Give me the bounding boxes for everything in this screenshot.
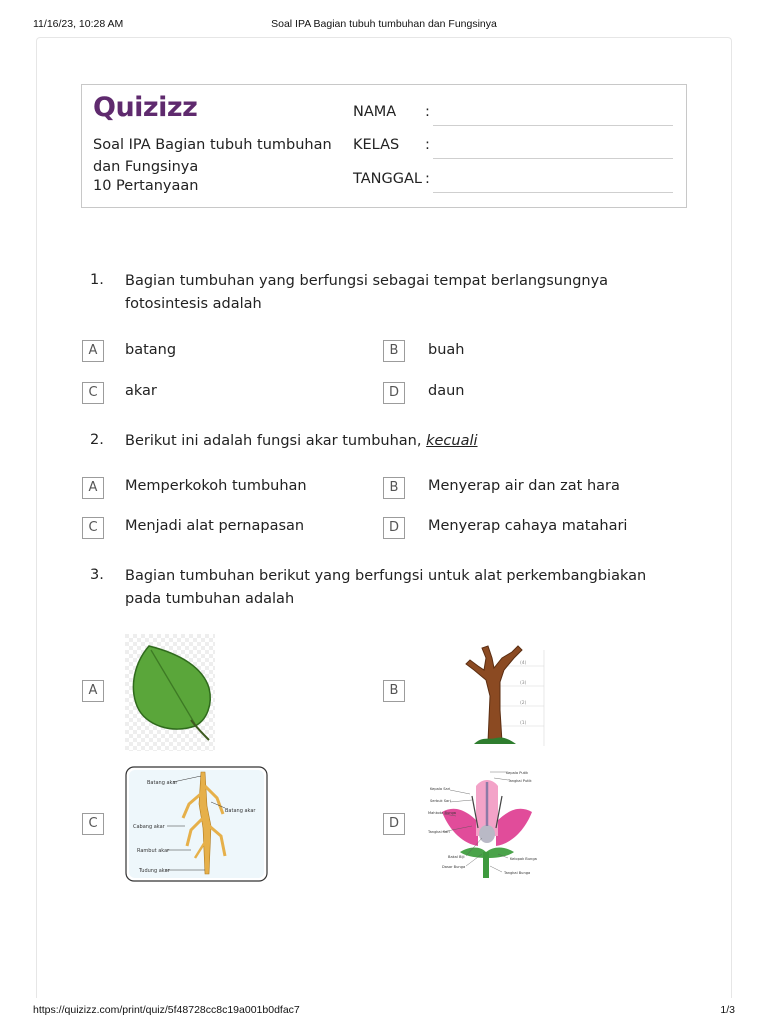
- q2-option-a-text[interactable]: Memperkokoh tumbuhan: [125, 478, 307, 494]
- flower-label-tangkai-bunga: Tangkai Bunga: [504, 871, 531, 875]
- print-title: Soal IPA Bagian tubuh tumbuhan dan Fungsinya: [271, 18, 497, 30]
- q1-option-c-badge[interactable]: C: [82, 382, 104, 404]
- root-diagram-illustration: [125, 766, 268, 882]
- root-label-rambut: Rambut akar: [137, 848, 170, 854]
- q2-option-b-text[interactable]: Menyerap air dan zat hara: [428, 478, 620, 494]
- name-colon: :: [425, 104, 430, 120]
- flower-diagram-illustration: [428, 766, 546, 884]
- q1-option-b-badge[interactable]: B: [383, 340, 405, 362]
- q2-option-d-badge[interactable]: D: [383, 517, 405, 539]
- class-line: [433, 158, 673, 159]
- q3-option-b-image[interactable]: [460, 640, 545, 750]
- q2-option-c-text[interactable]: Menjadi alat pernapasan: [125, 518, 305, 534]
- flower-label-bakal-biji: Bakal Biji: [448, 855, 465, 859]
- q1-option-a-badge[interactable]: A: [82, 340, 104, 362]
- q3-option-a-badge[interactable]: A: [82, 680, 104, 702]
- flower-label-tangkai-sari: Tangkai Sari: [428, 830, 450, 834]
- flower-label-tangkai-putik: Tangkai Putik: [508, 779, 532, 783]
- q1-option-c-text[interactable]: akar: [125, 383, 157, 399]
- q2-option-d-text[interactable]: Menyerap cahaya matahari: [428, 518, 628, 534]
- name-field: [353, 102, 673, 126]
- quiz-title: Soal IPA Bagian tubuh tumbuhan dan Fungsinya: [93, 137, 332, 175]
- trunk-label-3: (3): [520, 681, 527, 686]
- root-label-batang-2: Batang akar: [225, 808, 256, 814]
- trunk-label-2: (2): [520, 701, 527, 706]
- q3-option-c-badge[interactable]: C: [82, 813, 104, 835]
- flower-label-mahkota: Mahkota Bunga: [428, 811, 456, 815]
- q3-option-a-image[interactable]: [125, 634, 215, 751]
- root-label-cabang: Cabang akar: [133, 824, 165, 830]
- question-3-text: Bagian tumbuhan berikut yang berfungsi untuk alat perkembangbiakan pada tumbuhan adalah: [125, 568, 647, 607]
- root-label-batang-1: Batang akar: [147, 780, 178, 786]
- q3-option-d-image[interactable]: [428, 766, 546, 884]
- question-1-number: 1.: [90, 272, 104, 288]
- question-2-emphasis: kecuali: [426, 433, 478, 449]
- question-2-number: 2.: [90, 432, 104, 448]
- q1-option-d-badge[interactable]: D: [383, 382, 405, 404]
- quizizz-logo: Quizizz: [93, 92, 198, 123]
- question-2-text: [125, 430, 685, 453]
- leaf-illustration: [125, 634, 215, 751]
- date-colon: :: [425, 171, 430, 187]
- q2-option-c-badge[interactable]: C: [82, 517, 104, 539]
- root-label-tudung: Tudung akar: [139, 868, 170, 874]
- question-1-text: Bagian tumbuhan yang berfungsi sebagai tempat berlangsungnya fotosintesis adalah: [125, 273, 609, 312]
- flower-label-kepala-sari: Kepala Sari: [430, 787, 451, 791]
- q2-option-b-badge[interactable]: B: [383, 477, 405, 499]
- q2-option-a-badge[interactable]: A: [82, 477, 104, 499]
- tree-trunk-illustration: [460, 640, 545, 750]
- print-page-number: 1/3: [720, 1004, 735, 1016]
- date-line: [433, 192, 673, 193]
- q1-option-d-text[interactable]: daun: [428, 383, 465, 399]
- date-field: [353, 169, 673, 193]
- flower-label-kelopak: Kelopak Bunga: [510, 857, 537, 861]
- q1-option-b-text[interactable]: buah: [428, 342, 465, 358]
- name-label: NAMA: [353, 104, 397, 120]
- quiz-info-box: [81, 84, 687, 208]
- trunk-label-1: (1): [520, 721, 527, 726]
- q3-option-d-badge[interactable]: D: [383, 813, 405, 835]
- print-datetime: 11/16/23, 10:28 AM: [33, 18, 124, 30]
- q1-option-a-text[interactable]: batang: [125, 342, 177, 358]
- class-colon: :: [425, 137, 430, 153]
- question-2-main: Berikut ini adalah fungsi akar tumbuhan,: [125, 433, 427, 449]
- q3-option-c-image[interactable]: [125, 766, 268, 882]
- name-line: [433, 125, 673, 126]
- flower-label-kepala-putik: Kepala Putik: [506, 771, 529, 775]
- print-url[interactable]: https://quizizz.com/print/quiz/5f48728cc8c19a001b0dfac7: [33, 1004, 300, 1016]
- question-count: 10 Pertanyaan: [93, 178, 199, 194]
- class-field: [353, 135, 673, 159]
- date-label: TANGGAL: [353, 171, 422, 187]
- trunk-label-4: (4): [520, 661, 527, 666]
- flower-label-serbuk-sari: Serbuk Sari: [430, 799, 451, 803]
- class-label: KELAS: [353, 137, 400, 153]
- question-3-number: 3.: [90, 567, 104, 583]
- q3-option-b-badge[interactable]: B: [383, 680, 405, 702]
- flower-label-dasar-bunga: Dasar Bunga: [442, 865, 466, 869]
